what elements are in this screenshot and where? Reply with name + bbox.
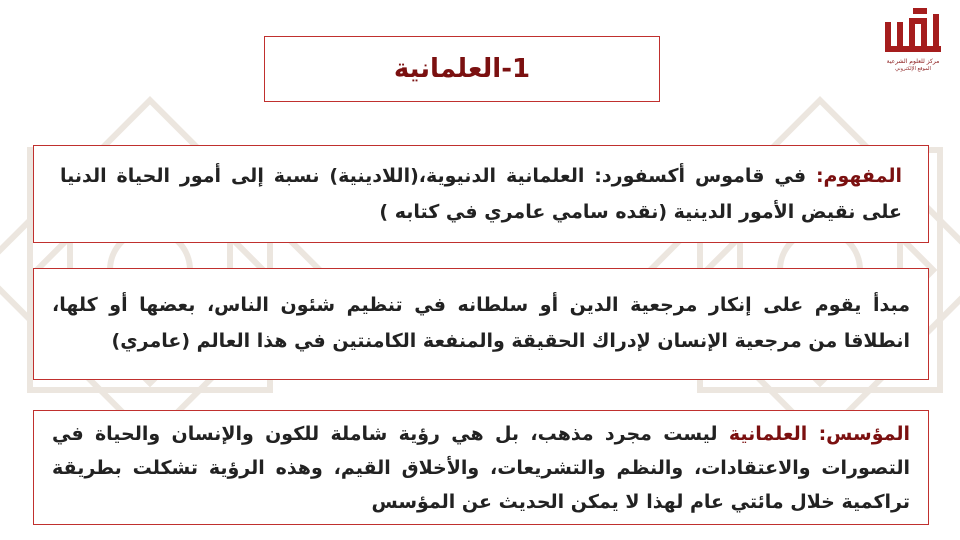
logo-subtitle: مركز للعلوم الشرعية [886,58,940,65]
principle-box [33,268,929,380]
slide-title-box [264,36,660,102]
logo-tagline: الموقع الإلكتروني [895,66,931,72]
slide-title: 1-العلمانية [393,54,531,84]
definition-term: المفهوم: [815,165,902,187]
founder-term: المؤسس: [818,423,910,445]
founder-box [33,410,929,525]
founder-paragraph [52,417,910,519]
ihkam-logo-icon [883,8,943,58]
definition-box [33,145,929,243]
secularism-term: العلمانية [728,423,808,445]
definition-paragraph [60,158,902,230]
definition-text: في قاموس أكسفورد: العلمانية الدنيوية،(اللادينية) نسبة إلى أمور الحياة الدنيا على نقيض الأمور الدينية (نقده سامي عامري في كتابه ) [60,165,902,223]
founder-text: ليست مجرد مذهب، بل هي رؤية شاملة للكون والإنسان والحياة في التصورات والاعتقادات، والنظم والتشريعات، والأخلاق القيم، وهذه الرؤية تشكلت بطريقة تراكمية خلال مائتي عام لهذا لا يمكن الحديث عن المؤسس [52,423,910,513]
brand-logo [880,8,946,94]
principle-text: مبدأ يقوم على إنكار مرجعية الدين أو سلطانه في تنظيم شئون الناس، بعضها أو كلها، انطلاقا من مرجعية الإنسان لإدراك الحقيقة والمنفعة الكامنتين في هذا العالم (عامري) [52,294,910,352]
